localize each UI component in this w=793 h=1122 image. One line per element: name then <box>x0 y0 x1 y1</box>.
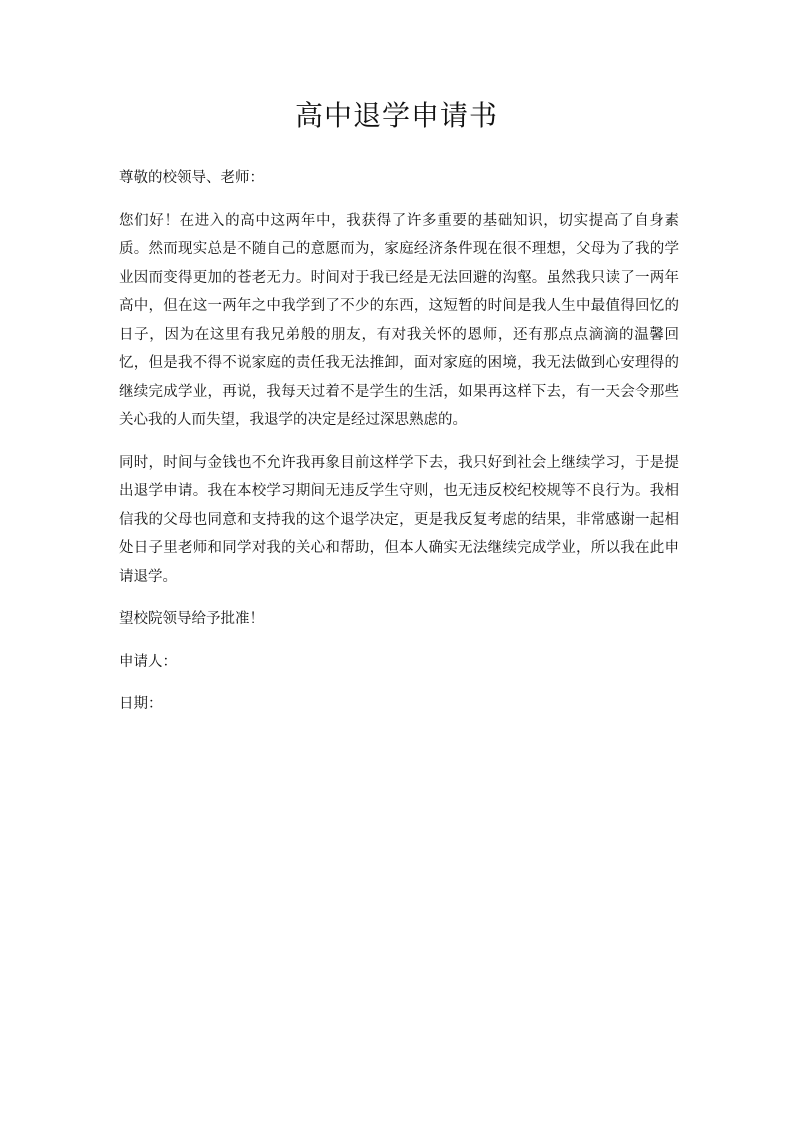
paragraph-2: 同时，时间与金钱也不允许我再象目前这样学下去，我只好到社会上继续学习，于是提出退学申请。我在本校学习期间无违反学生守则，也无违反校纪校规等不良行为。我相信我的父母也同意和支持我的这个退学决定，更是我反复考虑的结果，非常感谢一起相处日子里老师和同学对我的关心和帮助，但本人确实无法继续完成学业，所以我在此申请退学。 <box>119 454 679 585</box>
document-title: 高中退学申请书 <box>294 99 498 132</box>
applicant-label: 申请人： <box>119 653 177 670</box>
document-body <box>119 164 679 733</box>
paragraph-1: 您们好！在进入的高中这两年中，我获得了许多重要的基础知识，切实提高了自身素质。然而现实总是不随自己的意愿而为，家庭经济条件现在很不理想，父母为了我的学业因而变得更加的苍老无力。时间对于我已经是无法回避的沟壑。虽然我只读了一两年高中，但在这一两年之中我学到了不少的东西，这短暂的时间是我人生中最值得回忆的日子，因为在这里有我兄弟般的朋友，有对我关怀的恩师，还有那点点滴滴的温馨回忆，但是我不得不说家庭的责任我无法推卸，面对家庭的困境，我无法做到心安理得的继续完成学业，再说，我每天过着不是学生的生活，如果再这样下去，有一天会令那些关心我的人而失望，我退学的决定是经过深思熟虑的。 <box>119 212 679 428</box>
greeting: 尊敬的校领导、老师： <box>119 170 264 186</box>
closing-request: 望校院领导给予批准！ <box>119 611 264 627</box>
date-label: 日期： <box>119 696 163 712</box>
